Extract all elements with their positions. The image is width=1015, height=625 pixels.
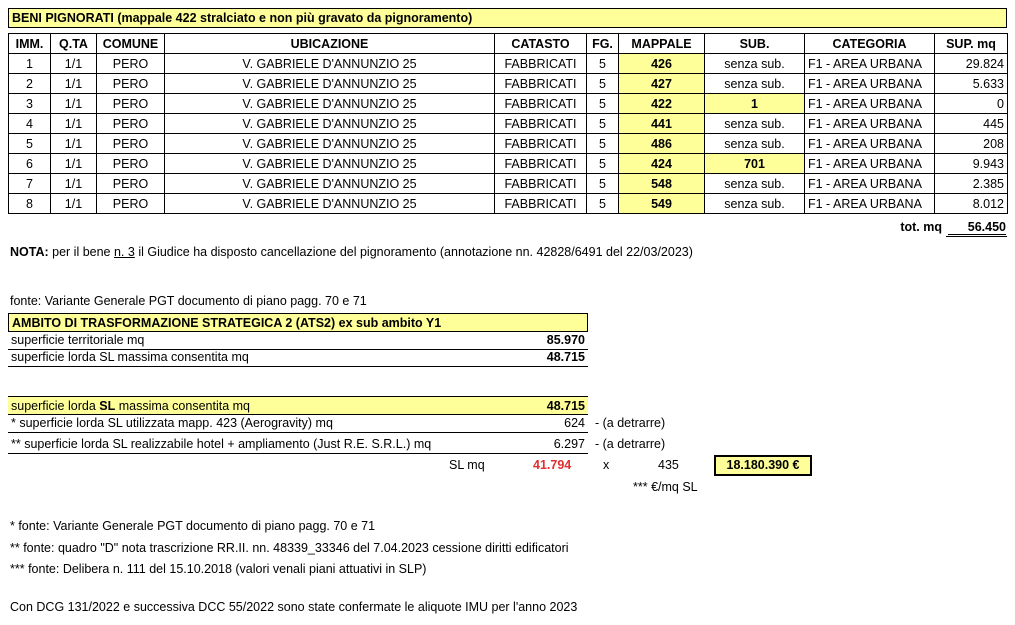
- cell-mappale: 549: [619, 194, 705, 214]
- cell-sup: 5.633: [935, 74, 1008, 94]
- cell-catasto: FABBRICATI: [495, 114, 587, 134]
- beni-table: [8, 33, 1008, 214]
- cell-catasto: FABBRICATI: [495, 174, 587, 194]
- cell-fg: 5: [587, 154, 619, 174]
- table-row: [9, 174, 1008, 194]
- cell-qta: 1/1: [51, 174, 97, 194]
- cell-ubicazione: V. GABRIELE D'ANNUNZIO 25: [165, 194, 495, 214]
- total-value-box: 18.180.390 €: [714, 455, 812, 476]
- cell-comune: PERO: [97, 154, 165, 174]
- cell-imm: 1: [9, 54, 51, 74]
- cell-catasto: FABBRICATI: [495, 194, 587, 214]
- cell-categoria: F1 - AREA URBANA: [805, 194, 935, 214]
- row-deduction-2: [8, 435, 666, 454]
- column-header: MAPPALE: [619, 34, 705, 54]
- cell-sub: senza sub.: [705, 174, 805, 194]
- sl-value: 48.715: [546, 350, 585, 364]
- cell-fg: 5: [587, 54, 619, 74]
- column-header: CATASTO: [495, 34, 587, 54]
- fonte-top: fonte: Variante Generale PGT documento di piano pagg. 70 e 71: [10, 294, 367, 308]
- cell-mappale: 424: [619, 154, 705, 174]
- cell-sup: 9.943: [935, 154, 1008, 174]
- cell-sup: 445: [935, 114, 1008, 134]
- unit-price: 435: [658, 458, 679, 472]
- cell-categoria: F1 - AREA URBANA: [805, 174, 935, 194]
- cell-imm: 4: [9, 114, 51, 134]
- cell-ubicazione: V. GABRIELE D'ANNUNZIO 25: [165, 114, 495, 134]
- row-sl-max-calc: [8, 396, 588, 415]
- d2-label: ** superficie lorda SL realizzabile hotel + ampliamento (Just R.E. S.R.L.) mq: [11, 437, 432, 451]
- slmax-value: 48.715: [546, 399, 585, 413]
- d2-deduct-note: - (a detrarre): [595, 437, 666, 451]
- column-header: SUP. mq: [935, 34, 1008, 54]
- cell-sup: 8.012: [935, 194, 1008, 214]
- nota-text-1: per il bene: [48, 245, 114, 259]
- column-header: IMM.: [9, 34, 51, 54]
- cell-sub: senza sub.: [705, 74, 805, 94]
- cell-qta: 1/1: [51, 94, 97, 114]
- nota-prefix: NOTA:: [10, 245, 49, 259]
- cell-mappale: 422: [619, 94, 705, 114]
- table-row: [9, 194, 1008, 214]
- sl-mq-value: 41.794: [533, 458, 572, 472]
- cell-mappale: 486: [619, 134, 705, 154]
- d1-label: * superficie lorda SL utilizzata mapp. 423 (Aerogravity) mq: [11, 416, 333, 430]
- cell-comune: PERO: [97, 134, 165, 154]
- cell-qta: 1/1: [51, 194, 97, 214]
- cell-fg: 5: [587, 134, 619, 154]
- sl-mq-label: SL mq: [449, 458, 485, 472]
- table-row: [9, 114, 1008, 134]
- cell-fg: 5: [587, 174, 619, 194]
- row-deduction-1: [8, 414, 666, 433]
- times-sign: x: [603, 458, 610, 472]
- column-header: SUB.: [705, 34, 805, 54]
- footnote-3: *** fonte: Delibera n. 111 del 15.10.2018 (valori venali piani attuativi in SLP): [10, 562, 427, 576]
- slmax-label: superficie lorda SL massima consentita mq: [11, 399, 251, 413]
- cell-qta: 1/1: [51, 54, 97, 74]
- cell-qta: 1/1: [51, 154, 97, 174]
- cell-ubicazione: V. GABRIELE D'ANNUNZIO 25: [165, 154, 495, 174]
- nota-text-2: il Giudice ha disposto cancellazione del pignoramento (annotazione nn. 42828/6491 del 22/03/2023): [134, 245, 693, 259]
- cell-sub: 1: [705, 94, 805, 114]
- closing-note: Con DCG 131/2022 e successiva DCC 55/2022 sono state confermate le aliquote IMU per l'anno 2023: [10, 600, 578, 614]
- d2-value: 6.297: [553, 437, 585, 451]
- column-header: Q.TA: [51, 34, 97, 54]
- cell-qta: 1/1: [51, 74, 97, 94]
- cell-qta: 1/1: [51, 114, 97, 134]
- st-label: superficie territoriale mq: [11, 333, 145, 347]
- ambito-title: [8, 313, 588, 332]
- total-value: 56.450: [948, 220, 1006, 235]
- cell-sup: 29.824: [935, 54, 1008, 74]
- table-title: BENI PIGNORATI (mappale 422 stralciato e non più gravato da pignoramento): [8, 8, 1007, 28]
- cell-imm: 8: [9, 194, 51, 214]
- cell-sup: 208: [935, 134, 1008, 154]
- table-row: [9, 94, 1008, 114]
- cell-comune: PERO: [97, 114, 165, 134]
- cell-catasto: FABBRICATI: [495, 134, 587, 154]
- cell-mappale: 427: [619, 74, 705, 94]
- cell-catasto: FABBRICATI: [495, 74, 587, 94]
- nota-ref: n. 3: [113, 245, 135, 259]
- total-double-underline: [946, 236, 1007, 237]
- cell-sub: 701: [705, 154, 805, 174]
- cell-catasto: FABBRICATI: [495, 94, 587, 114]
- cell-imm: 7: [9, 174, 51, 194]
- cell-fg: 5: [587, 114, 619, 134]
- cell-sup: 2.385: [935, 174, 1008, 194]
- cell-fg: 5: [587, 194, 619, 214]
- table-header-row: [9, 34, 1008, 54]
- table-row: [9, 74, 1008, 94]
- cell-sub: senza sub.: [705, 54, 805, 74]
- table-row: [9, 54, 1008, 74]
- cell-comune: PERO: [97, 174, 165, 194]
- cell-categoria: F1 - AREA URBANA: [805, 94, 935, 114]
- cell-catasto: FABBRICATI: [495, 54, 587, 74]
- cell-comune: PERO: [97, 94, 165, 114]
- column-header: CATEGORIA: [805, 34, 935, 54]
- cell-mappale: 548: [619, 174, 705, 194]
- cell-ubicazione: V. GABRIELE D'ANNUNZIO 25: [165, 134, 495, 154]
- cell-qta: 1/1: [51, 134, 97, 154]
- cell-mappale: 441: [619, 114, 705, 134]
- total-label: tot. mq: [900, 220, 942, 234]
- cell-catasto: FABBRICATI: [495, 154, 587, 174]
- cell-categoria: F1 - AREA URBANA: [805, 154, 935, 174]
- cell-imm: 6: [9, 154, 51, 174]
- cell-imm: 5: [9, 134, 51, 154]
- unit-note: *** €/mq SL: [633, 480, 698, 494]
- cell-ubicazione: V. GABRIELE D'ANNUNZIO 25: [165, 94, 495, 114]
- column-header: COMUNE: [97, 34, 165, 54]
- cell-ubicazione: V. GABRIELE D'ANNUNZIO 25: [165, 74, 495, 94]
- cell-categoria: F1 - AREA URBANA: [805, 134, 935, 154]
- sl-label: superficie lorda SL massima consentita mq: [11, 350, 249, 364]
- cell-categoria: F1 - AREA URBANA: [805, 54, 935, 74]
- footnote-1: * fonte: Variante Generale PGT documento di piano pagg. 70 e 71: [10, 519, 376, 533]
- cell-categoria: F1 - AREA URBANA: [805, 114, 935, 134]
- cell-ubicazione: V. GABRIELE D'ANNUNZIO 25: [165, 54, 495, 74]
- cell-mappale: 426: [619, 54, 705, 74]
- cell-comune: PERO: [97, 74, 165, 94]
- st-value: 85.970: [546, 333, 585, 347]
- cell-imm: 3: [9, 94, 51, 114]
- d1-value: 624: [564, 416, 585, 430]
- cell-fg: 5: [587, 74, 619, 94]
- cell-comune: PERO: [97, 194, 165, 214]
- cell-comune: PERO: [97, 54, 165, 74]
- table-row: [9, 154, 1008, 174]
- cell-imm: 2: [9, 74, 51, 94]
- cell-fg: 5: [587, 94, 619, 114]
- cell-categoria: F1 - AREA URBANA: [805, 74, 935, 94]
- row-sl-massima: [8, 348, 588, 367]
- column-header: FG.: [587, 34, 619, 54]
- cell-sub: senza sub.: [705, 134, 805, 154]
- column-header: UBICAZIONE: [165, 34, 495, 54]
- cell-sup: 0: [935, 94, 1008, 114]
- cell-ubicazione: V. GABRIELE D'ANNUNZIO 25: [165, 174, 495, 194]
- cell-sub: senza sub.: [705, 114, 805, 134]
- d1-deduct-note: - (a detrarre): [595, 416, 666, 430]
- ambito-title-text: AMBITO DI TRASFORMAZIONE STRATEGICA 2 (ATS2) ex sub ambito Y1: [12, 316, 442, 330]
- table-row: [9, 134, 1008, 154]
- nota: [10, 245, 693, 259]
- footnote-2: ** fonte: quadro "D" nota trascrizione RR.II. nn. 48339_33346 del 7.04.2023 cessione diritti edificatori: [10, 541, 569, 555]
- cell-sub: senza sub.: [705, 194, 805, 214]
